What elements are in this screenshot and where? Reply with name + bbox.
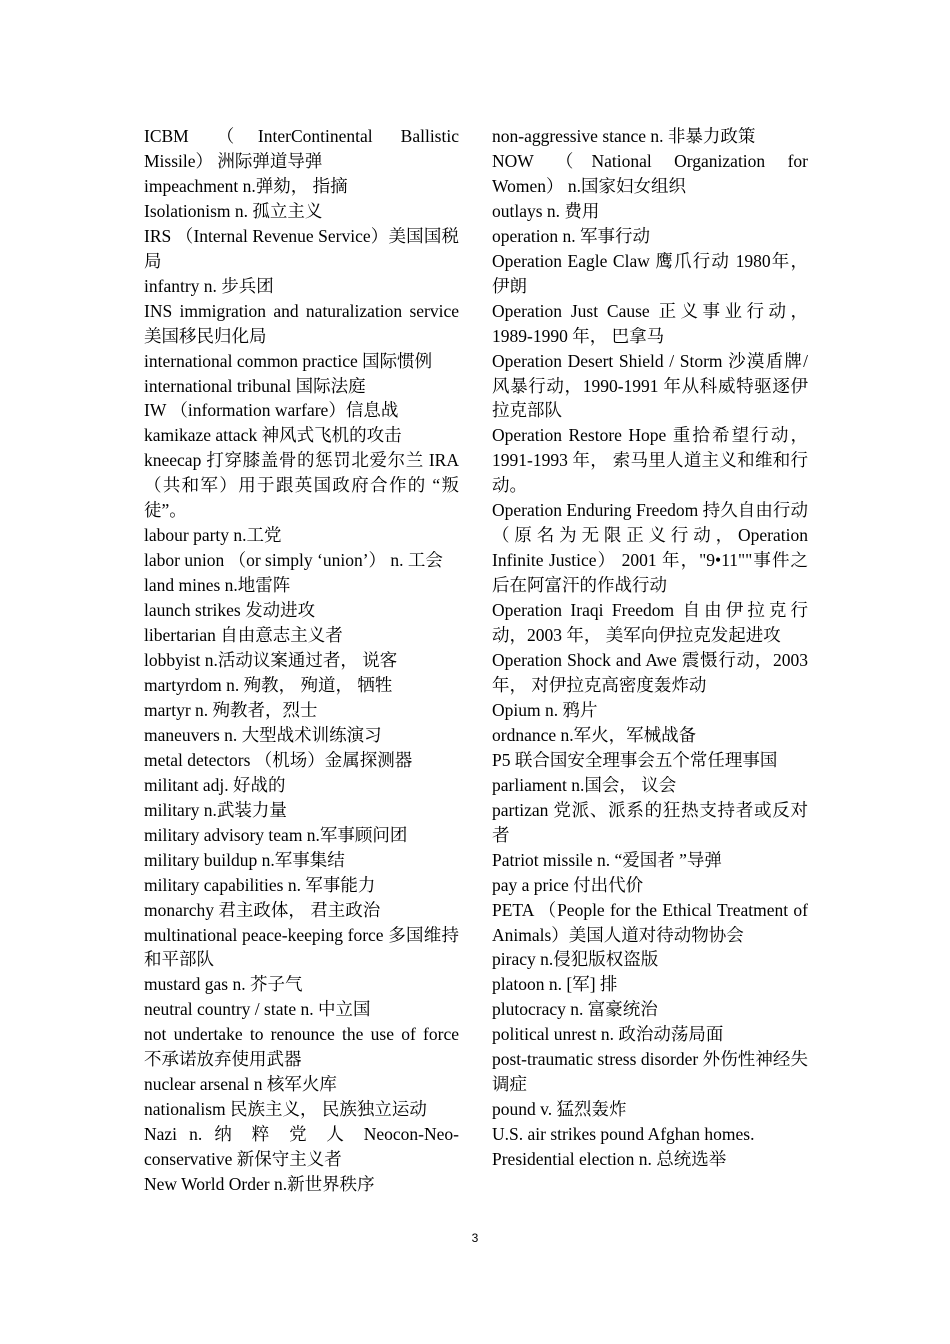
page-number: 3 (471, 1231, 479, 1245)
glossary-entry: P5 联合国安全理事会五个常任理事国 (492, 749, 778, 770)
glossary-entry: international common practice 国际惯例 (144, 350, 433, 371)
glossary-entry: labor union （or simply ‘union’） n. 工会 (144, 550, 443, 571)
glossary-entry: NOW （National Organization for Women） n.国家妇女组织 (492, 150, 808, 196)
glossary-entry: platoon n. [军] 排 (492, 974, 618, 995)
glossary-entry: lobbyist n.活动议案通过者， 说客 (144, 650, 398, 671)
glossary-entry: IRS （Internal Revenue Service）美国国税局 (144, 225, 459, 271)
glossary-entry: INS immigration and naturalization service 美国移民归化局 (144, 300, 459, 346)
glossary-entry: nationalism 民族主义， 民族独立运动 (144, 1099, 427, 1120)
glossary-entry: military capabilities n. 军事能力 (144, 874, 376, 895)
glossary-entry: Operation Enduring Freedom 持久自由行动（原名为无限正义行动，Operation Infinite Justice） 2001 年，"9•11""事件之后在阿富汗的作战行动 (492, 500, 808, 596)
glossary-entry: Opium n. 鸦片 (492, 699, 598, 720)
glossary-entry: parliament n.国会， 议会 (492, 774, 677, 795)
glossary-entry: multinational peace-keeping force 多国维持和平部队 (144, 924, 459, 970)
glossary-entry: launch strikes 发动进攻 (144, 600, 316, 621)
glossary-entry: not undertake to renounce the use of force 不承诺放弃使用武器 (144, 1024, 459, 1070)
glossary-entry: Operation Eagle Claw 鹰爪行动 1980年， 伊朗 (492, 250, 808, 296)
glossary-entry: Operation Iraqi Freedom 自由伊拉克行动，2003 年， 美军向伊拉克发起进攻 (492, 600, 808, 646)
glossary-entry: piracy n.侵犯版权盗版 (492, 949, 659, 970)
glossary-entry: military n.武装力量 (144, 799, 287, 820)
glossary-entry: military buildup n.军事集结 (144, 849, 345, 870)
glossary-entry: ICBM （InterContinental Ballistic Missile） 洲际弹道导弹 (144, 126, 459, 171)
glossary-entry: pay a price 付出代价 (492, 874, 644, 895)
glossary-entry: monarchy 君主政体， 君主政治 (144, 899, 381, 920)
glossary-entry: Isolationism n. 孤立主义 (144, 200, 323, 221)
glossary-entry: ordnance n.军火，军械战备 (492, 724, 697, 745)
glossary-entry: militant adj. 好战的 (144, 774, 286, 795)
glossary-right-column (492, 124, 808, 1172)
glossary-entry: partizan 党派、派系的狂热支持者或反对者 (492, 799, 808, 845)
glossary-entry: impeachment n.弹劾， 指摘 (144, 175, 348, 196)
glossary-entry: Nazi n. 纳 粹 党 人 Neocon-Neo-conservative 新保守主义者 (144, 1124, 459, 1170)
glossary-entry: infantry n. 步兵团 (144, 275, 274, 296)
glossary-entry: New World Order n.新世界秩序 (144, 1174, 375, 1195)
glossary-entry: kneecap 打穿膝盖骨的惩罚北爱尔兰 IRA（共和军）用于跟英国政府合作的 “叛徒”。 (144, 450, 459, 521)
glossary-entry: pound v. 猛烈轰炸 (492, 1099, 627, 1120)
glossary-entry: land mines n.地雷阵 (144, 575, 291, 596)
glossary-entry: neutral country / state n. 中立国 (144, 999, 371, 1020)
glossary-entry: metal detectors （机场）金属探测器 (144, 749, 413, 770)
glossary-entry: mustard gas n. 芥子气 (144, 974, 303, 995)
glossary-entry: PETA （People for the Ethical Treatment of Animals）美国人道对待动物协会 (492, 899, 808, 945)
glossary-entry: maneuvers n. 大型战术训练演习 (144, 724, 382, 745)
glossary-entry: nuclear arsenal n 核军火库 (144, 1074, 337, 1095)
glossary-entry: Operation Just Cause 正义事业行动，1989-1990 年， 巴拿马 (492, 300, 808, 346)
glossary-entry: plutocracy n. 富豪统治 (492, 999, 658, 1020)
glossary-entry: Patriot missile n. “爱国者 ”导弹 (492, 849, 722, 870)
glossary-left-column (144, 124, 459, 1197)
glossary-entry: political unrest n. 政治动荡局面 (492, 1024, 724, 1045)
glossary-entry: IW （information warfare）信息战 (144, 400, 399, 421)
glossary-entry: U.S. air strikes pound Afghan homes. (492, 1124, 755, 1145)
glossary-entry: military advisory team n.军事顾问团 (144, 824, 408, 845)
glossary-entry: martyr n. 殉教者，烈士 (144, 699, 318, 720)
glossary-entry: Presidential election n. 总统选举 (492, 1149, 727, 1170)
glossary-entry: operation n. 军事行动 (492, 225, 650, 246)
glossary-entry: kamikaze attack 神风式飞机的攻击 (144, 425, 402, 446)
glossary-entry: Operation Restore Hope 重拾希望行动，1991-1993 年， 索马里人道主义和维和行动。 (492, 425, 808, 496)
glossary-entry: post-traumatic stress disorder 外伤性神经失调症 (492, 1049, 808, 1095)
glossary-entry: outlays n. 费用 (492, 200, 600, 221)
glossary-entry: non-aggressive stance n. 非暴力政策 (492, 126, 756, 146)
glossary-entry: libertarian 自由意志主义者 (144, 625, 343, 646)
glossary-entry: Operation Desert Shield / Storm 沙漠盾牌/风暴行动，1990-1991 年从科威特驱逐伊拉克部队 (492, 350, 808, 421)
glossary-entry: labour party n.工党 (144, 525, 282, 546)
glossary-entry: Operation Shock and Awe 震慑行动，2003 年， 对伊拉克高密度轰炸动 (492, 650, 808, 695)
glossary-entry: international tribunal 国际法庭 (144, 375, 366, 396)
glossary-entry: martyrdom n. 殉教， 殉道， 牺牲 (144, 674, 393, 695)
